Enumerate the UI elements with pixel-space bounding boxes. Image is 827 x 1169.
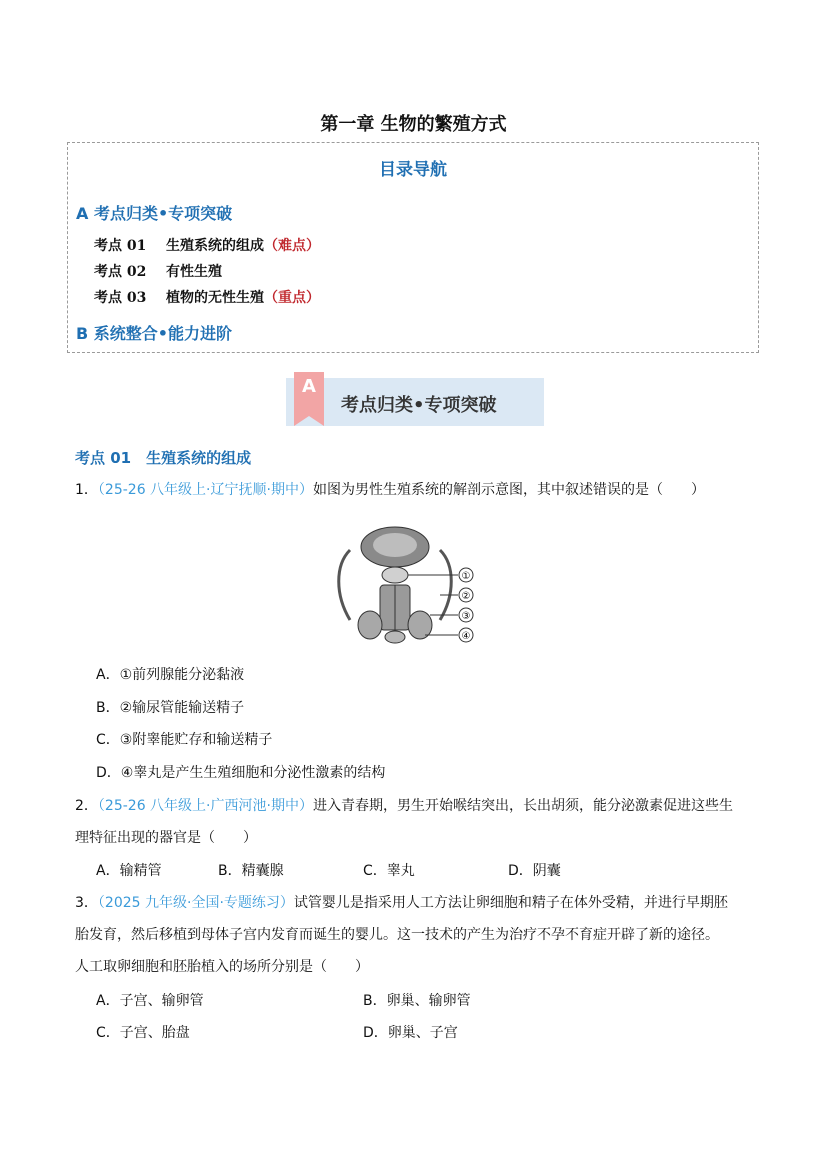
q1-option-d[interactable]: D．④睾丸是产生生殖细胞和分泌性激素的结构 [96, 765, 386, 781]
q1-option-b[interactable]: B．②输尿管能输送精子 [96, 700, 245, 716]
q3-option-a[interactable]: A．子宫、输卵管 [96, 993, 204, 1009]
toc-heading: 目录导航 [379, 160, 447, 180]
question-stem: 进入青春期，男生开始喉结突出，长出胡须，能分泌激素促进这些生 [312, 798, 733, 814]
question-source: （25-26 八年级上·辽宁抚顺·期中） [97, 482, 313, 498]
q3-option-b[interactable]: B．卵巢、输卵管 [363, 993, 471, 1009]
toc-point-name: 有性生殖 [166, 264, 222, 280]
question-num: 3． [75, 895, 98, 911]
toc-point-num: 考点 02 [94, 264, 147, 280]
toc-section-b[interactable]: B 系统整合•能力进阶 [76, 324, 232, 343]
question-stem-cont: 人工取卵细胞和胚胎植入的场所分别是（ ） [75, 959, 369, 975]
toc-point-2[interactable] [94, 261, 222, 281]
toc-point-name: 植物的无性生殖 [166, 290, 264, 306]
toc-point-num: 考点 01 [94, 238, 147, 254]
toc-point-3[interactable] [94, 287, 320, 307]
q2-option-d[interactable]: D．阴囊 [508, 863, 561, 879]
q2-option-a[interactable]: A．输精管 [96, 863, 162, 879]
banner-letter: A [302, 376, 316, 397]
q3-option-c[interactable]: C．子宫、胎盘 [96, 1025, 190, 1041]
question-stem: 如图为男性生殖系统的解剖示意图，其中叙述错误的是（ ） [312, 482, 705, 498]
toc-point-num: 考点 03 [94, 290, 147, 306]
question-stem: 试管婴儿是指采用人工方法让卵细胞和精子在体外受精，并进行早期胚 [293, 895, 728, 911]
question-source: （2025 九年级·全国·专题练习） [97, 895, 294, 911]
banner-text: 考点归类•专项突破 [341, 395, 497, 416]
question-2 [75, 790, 765, 854]
q1-option-c[interactable]: C．③附睾能贮存和输送精子 [96, 732, 273, 748]
label-3: ③ [461, 611, 471, 622]
q2-option-c[interactable]: C．睾丸 [363, 863, 415, 879]
question-num: 1． [75, 482, 98, 498]
q2-option-b[interactable]: B．精囊腺 [218, 863, 284, 879]
question-stem-cont: 胎发育，然后移植到母体子宫内发育而诞生的婴儿。这一技术的产生为治疗不孕不育症开辟了新的途径。 [75, 927, 719, 943]
question-1 [75, 474, 765, 506]
section-banner [286, 378, 544, 426]
toc-point-1[interactable] [94, 235, 320, 255]
toc-section-a[interactable]: A 考点归类•专项突破 [76, 204, 233, 223]
question-stem-cont: 理特征出现的器官是（ ） [75, 830, 257, 846]
toc-point-tag: （难点） [264, 238, 320, 254]
kp1-title: 考点 01 生殖系统的组成 [75, 449, 252, 467]
label-4: ④ [461, 631, 471, 642]
question-source: （25-26 八年级上·广西河池·期中） [97, 798, 313, 814]
label-2: ② [461, 591, 471, 602]
label-1: ① [461, 571, 471, 582]
male-reproductive-diagram [330, 525, 490, 645]
q3-option-d[interactable]: D．卵巢、子宫 [363, 1025, 458, 1041]
page-title: 第一章 生物的繁殖方式 [320, 114, 507, 135]
toc-point-tag: （重点） [264, 290, 320, 306]
toc-point-name: 生殖系统的组成 [166, 238, 264, 254]
q1-option-a[interactable]: A．①前列腺能分泌黏液 [96, 667, 245, 683]
question-3 [75, 887, 765, 983]
banner-flag-icon [294, 372, 324, 416]
question-num: 2． [75, 798, 98, 814]
toc-box [67, 142, 759, 353]
